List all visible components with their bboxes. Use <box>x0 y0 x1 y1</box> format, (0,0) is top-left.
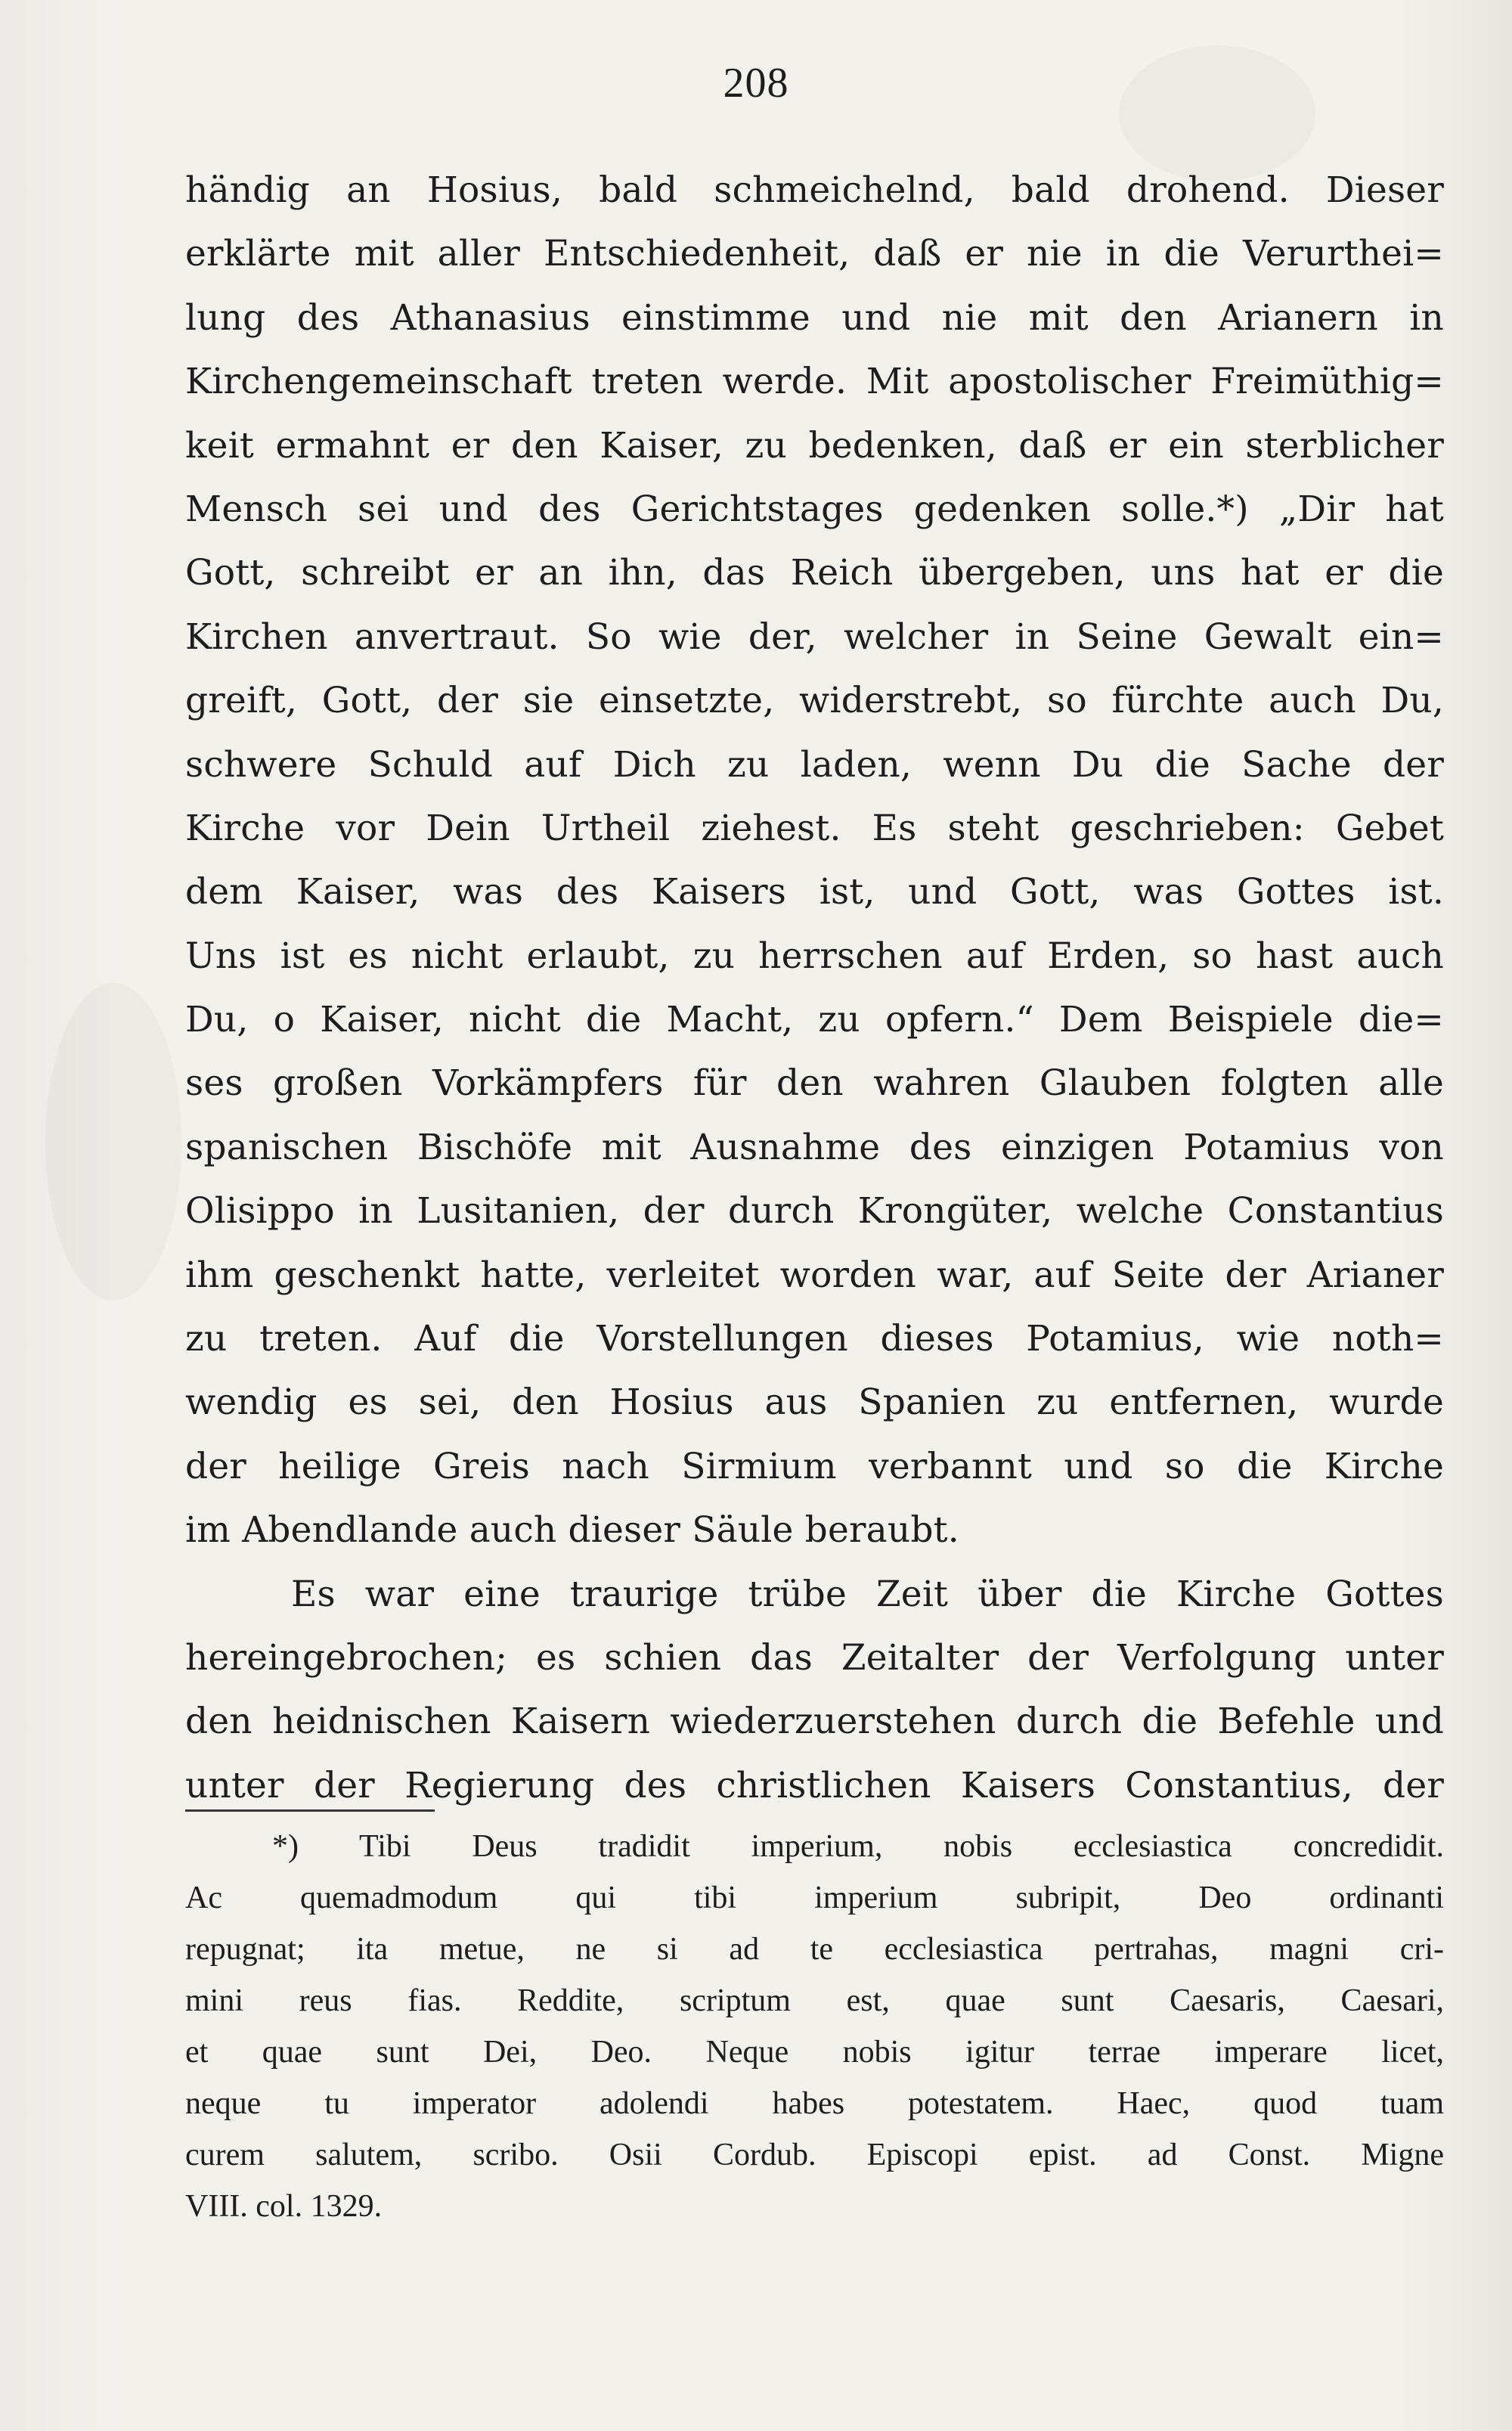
text-line: der heilige Greis nach Sirmium verbannt und so die Kirche <box>185 1445 1444 1487</box>
footnote-line: mini reus fias. Reddite, scriptum est, quae sunt Caesaris, Caesari, <box>185 1983 1444 2018</box>
text-line: hereingebrochen; es schien das Zeitalter der Verfolgung unter <box>185 1636 1444 1679</box>
footnote-separator <box>185 1809 435 1812</box>
text-line: schwere Schuld auf Dich zu laden, wenn Du die Sache der <box>185 743 1444 786</box>
footnote-line: curem salutem, scribo. Osii Cordub. Episcopi epist. ad Const. Migne <box>185 2138 1444 2172</box>
text-line: händig an Hosius, bald schmeichelnd, bald drohend. Dieser <box>185 169 1444 211</box>
footnote <box>185 1821 1444 2232</box>
text-line: lung des Athanasius einstimme und nie mit den Arianern in <box>185 296 1444 339</box>
text-line: erklärte mit aller Entschiedenheit, daß er nie in die Verurthei= <box>185 233 1444 275</box>
text-line: Du, o Kaiser, nicht die Macht, zu opfern.“ Dem Beispiele die= <box>185 999 1444 1041</box>
footnote-line: VIII. col. 1329. <box>185 2189 383 2224</box>
footnote-line: Ac quemadmodum qui tibi imperium subripit, Deo ordinanti <box>185 1881 1444 1915</box>
text-line: im Abendlande auch dieser Säule beraubt. <box>185 1509 959 1552</box>
footnote-line: repugnat; ita metue, ne si ad te ecclesiastica pertrahas, magni cri- <box>185 1932 1444 1967</box>
text-line: ihm geschenkt hatte, verleitet worden war, auf Seite der Arianer <box>185 1254 1444 1296</box>
text-line: ses großen Vorkämpfers für den wahren Glauben folgten alle <box>185 1062 1444 1105</box>
text-line: Kirche vor Dein Urtheil ziehest. Es steht geschrieben: Gebet <box>185 807 1444 849</box>
text-line: Uns ist es nicht erlaubt, zu herrschen auf Erden, so hast auch <box>185 935 1444 977</box>
paper-stain <box>45 983 181 1301</box>
footnote-line: neque tu imperator adolendi habes potestatem. Haec, quod tuam <box>185 2086 1444 2121</box>
body-text <box>185 159 1444 1818</box>
text-line: unter der Regierung des christlichen Kaisers Constantius, der <box>185 1764 1444 1806</box>
text-line: dem Kaiser, was des Kaisers ist, und Gott, was Gottes ist. <box>185 871 1444 913</box>
paragraph-first-line: Es war eine traurige trübe Zeit über die Kirche Gottes <box>291 1573 1444 1615</box>
text-line: zu treten. Auf die Vorstellungen dieses Potamius, wie noth= <box>185 1318 1444 1360</box>
text-line: Kirchen anvertraut. So wie der, welcher in Seine Gewalt ein= <box>185 616 1444 658</box>
footnote-line: et quae sunt Dei, Deo. Neque nobis igitur terrae imperare licet, <box>185 2035 1444 2070</box>
text-line: wendig es sei, den Hosius aus Spanien zu entfernen, wurde <box>185 1381 1444 1424</box>
text-line: greift, Gott, der sie einsetzte, widerstrebt, so fürchte auch Du, <box>185 680 1444 722</box>
text-line: Gott, schreibt er an ihn, das Reich übergeben, uns hat er die <box>185 552 1444 594</box>
page-number: 208 <box>723 60 789 107</box>
text-line: Olisippo in Lusitanien, der durch Krongüter, welche Constantius <box>185 1190 1444 1233</box>
text-line: den heidnischen Kaisern wiederzuerstehen durch die Befehle und <box>185 1701 1444 1743</box>
text-line: spanischen Bischöfe mit Ausnahme des einzigen Potamius von <box>185 1126 1444 1168</box>
footnote-line: *) Tibi Deus tradidit imperium, nobis ecclesiastica concredidit. <box>272 1829 1444 1864</box>
text-line: Kirchengemeinschaft treten werde. Mit apostolischer Freimüthig= <box>185 361 1444 403</box>
text-line: Mensch sei und des Gerichtstages gedenken solle.*) „Dir hat <box>185 488 1444 530</box>
text-line: keit ermahnt er den Kaiser, zu bedenken, daß er ein sterblicher <box>185 424 1444 467</box>
